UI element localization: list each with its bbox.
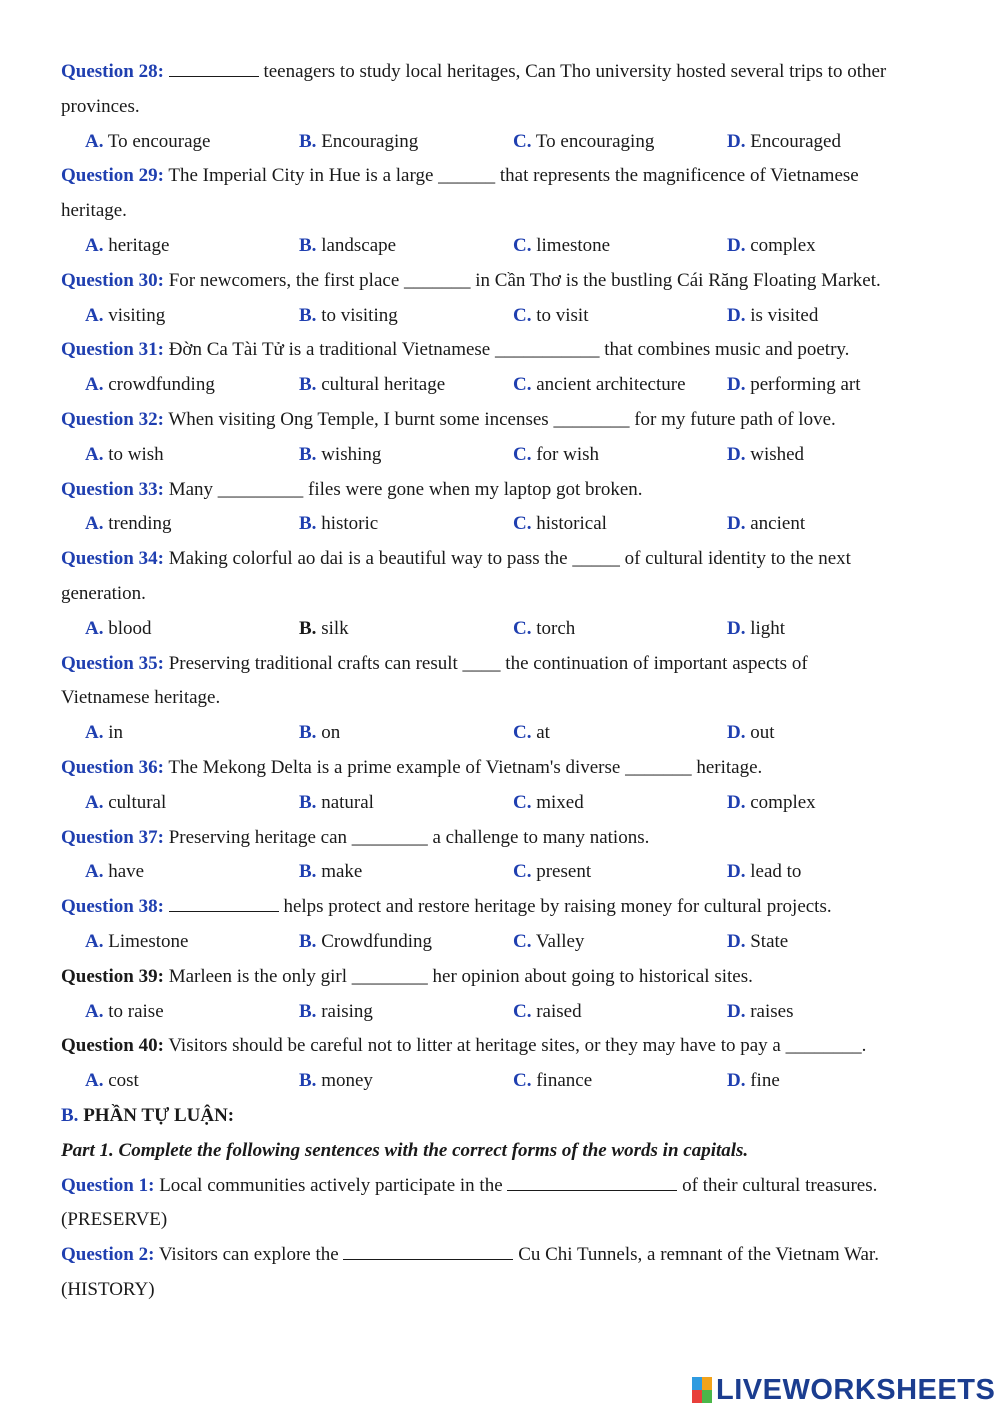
written-question-1-hint: (PRESERVE) (61, 1209, 168, 1231)
question-37-options (61, 855, 941, 890)
question-35-label: Question 35: (61, 652, 164, 674)
option-d[interactable]: D. complex (727, 234, 816, 256)
question-34-continuation: generation. (61, 582, 146, 604)
liveworksheets-logo-icon (692, 1377, 712, 1403)
question-36-options (61, 786, 941, 821)
question-38-stem: Question 38: helps protect and restore heritage by raising money for cultural projects. (61, 890, 941, 925)
option-d[interactable]: D. fine (727, 1070, 780, 1092)
question-32-label: Question 32: (61, 408, 164, 430)
question-38-options (61, 925, 941, 960)
question-29-options (61, 229, 941, 264)
liveworksheets-brand: LIVEWORKSHEETS (716, 1374, 996, 1406)
option-c[interactable]: C. Valley (513, 930, 585, 952)
question-36-stem: Question 36: The Mekong Delta is a prime example of Vietnam's diverse _______ heritage. (61, 756, 763, 778)
question-37-stem: Question 37: Preserving heritage can ________ a challenge to many nations. (61, 826, 650, 848)
question-34-options (61, 612, 941, 647)
option-c[interactable]: C. to visit (513, 304, 589, 326)
question-37-label: Question 37: (61, 826, 164, 848)
question-38-blank[interactable] (169, 891, 279, 912)
option-b[interactable]: B. money (299, 1070, 373, 1092)
option-d[interactable]: D. out (727, 722, 775, 744)
option-c[interactable]: C. torch (513, 617, 576, 639)
question-34-label: Question 34: (61, 548, 164, 570)
option-b[interactable]: B. make (299, 861, 363, 883)
question-40-label: Question 40: (61, 1035, 164, 1057)
question-35-options (61, 716, 941, 751)
question-29-label: Question 29: (61, 165, 164, 187)
option-d[interactable]: D. is visited (727, 304, 819, 326)
option-d[interactable]: D. raises (727, 1000, 794, 1022)
option-a[interactable]: A. visiting (85, 304, 166, 326)
option-d[interactable]: D. lead to (727, 861, 802, 883)
option-c[interactable]: C. finance (513, 1070, 593, 1092)
option-c[interactable]: C. at (513, 722, 550, 744)
question-31-options (61, 368, 941, 403)
question-28-options (61, 125, 941, 160)
question-28-blank[interactable] (169, 56, 259, 77)
question-28-label: Question 28: (61, 61, 164, 82)
option-a[interactable]: A. To encourage (85, 130, 211, 152)
question-32-stem: Question 32: When visiting Ong Temple, I burnt some incenses ________ for my future path of love. (61, 408, 836, 430)
question-39-stem: Question 39: Marleen is the only girl ________ her opinion about going to historical sites. (61, 965, 753, 987)
question-38-label: Question 38: (61, 896, 164, 918)
question-35-stem: Question 35: Preserving traditional crafts can result ____ the continuation of important aspects of (61, 652, 808, 674)
option-a[interactable]: A. in (85, 722, 124, 744)
question-31-label: Question 31: (61, 339, 164, 361)
question-33-label: Question 33: (61, 478, 164, 500)
option-b[interactable]: B. landscape (299, 234, 397, 256)
question-28-continuation: provinces. (61, 95, 140, 117)
option-d[interactable]: D. performing art (727, 374, 861, 396)
liveworksheets-logo[interactable] (692, 1376, 995, 1404)
option-c[interactable]: C. mixed (513, 791, 584, 813)
question-32-options (61, 438, 941, 473)
option-b[interactable]: B. cultural heritage (299, 374, 446, 396)
option-a[interactable]: A. trending (85, 513, 172, 535)
option-a[interactable]: A. cultural (85, 791, 167, 813)
option-b[interactable]: B. on (299, 722, 341, 744)
option-d[interactable]: D. Encouraged (727, 130, 841, 152)
option-a[interactable]: A. heritage (85, 234, 170, 256)
question-36-label: Question 36: (61, 756, 164, 778)
option-a[interactable]: A. blood (85, 617, 152, 639)
question-33-options (61, 507, 941, 542)
section-b-heading: B. PHẦN TỰ LUẬN: (61, 1104, 235, 1126)
option-a[interactable]: A. to raise (85, 1000, 164, 1022)
question-30-label: Question 30: (61, 269, 164, 291)
part-1-instruction: Part 1. Complete the following sentences with the correct forms of the words in capitals. (61, 1139, 749, 1161)
option-d[interactable]: D. complex (727, 791, 816, 813)
written-question-1-label: Question 1: (61, 1174, 155, 1196)
question-30-options (61, 299, 941, 334)
option-b[interactable]: B. Crowdfunding (299, 930, 433, 952)
option-b[interactable]: B. to visiting (299, 304, 398, 326)
option-b[interactable]: B. historic (299, 513, 379, 535)
option-c[interactable]: C. limestone (513, 234, 611, 256)
option-b[interactable]: B. raising (299, 1000, 373, 1022)
written-question-2-blank[interactable] (343, 1239, 513, 1260)
option-d[interactable]: D. wished (727, 443, 805, 465)
option-c[interactable]: C. historical (513, 513, 607, 535)
question-39-label: Question 39: (61, 965, 164, 987)
option-b[interactable]: B. wishing (299, 443, 382, 465)
question-31-stem: Question 31: Đờn Ca Tài Tử is a traditional Vietnamese ___________ that combines music and poetry. (61, 339, 850, 361)
option-c[interactable]: C. present (513, 861, 592, 883)
option-c[interactable]: C. To encouraging (513, 130, 655, 152)
question-40-stem: Question 40: Visitors should be careful not to litter at heritage sites, or they may have to pay a ________. (61, 1035, 867, 1057)
written-question-1-blank[interactable] (507, 1170, 677, 1191)
worksheet (61, 55, 941, 1308)
option-d[interactable]: D. ancient (727, 513, 806, 535)
question-40-options (61, 1064, 941, 1099)
option-b[interactable]: B. Encouraging (299, 130, 419, 152)
question-33-stem: Question 33: Many _________ files were gone when my laptop got broken. (61, 478, 643, 500)
option-a[interactable]: A. have (85, 861, 145, 883)
option-c[interactable]: C. raised (513, 1000, 582, 1022)
written-question-1-stem: Question 1: Local communities actively participate in the of their cultural treasures. (61, 1169, 941, 1204)
written-question-2-label: Question 2: (61, 1244, 155, 1266)
option-a[interactable]: A. to wish (85, 443, 164, 465)
option-c[interactable]: C. for wish (513, 443, 600, 465)
question-29-stem: Question 29: The Imperial City in Hue is a large ______ that represents the magnificence of Vietnamese (61, 165, 859, 187)
question-30-stem: Question 30: For newcomers, the first place _______ in Cần Thơ is the bustling Cái Răng Floating Market. (61, 269, 881, 291)
question-29-continuation: heritage. (61, 200, 127, 222)
question-28-stem: Question 28: teenagers to study local heritages, Can Tho university hosted several trips to other (61, 55, 941, 90)
question-34-stem: Question 34: Making colorful ao dai is a beautiful way to pass the _____ of cultural identity to the next (61, 548, 851, 570)
option-a[interactable]: A. cost (85, 1070, 139, 1092)
option-d[interactable]: D. light (727, 617, 786, 639)
option-a[interactable]: A. crowdfunding (85, 374, 215, 396)
option-a[interactable]: A. Limestone (85, 930, 189, 952)
option-c[interactable]: C. ancient architecture (513, 374, 686, 396)
option-b[interactable]: B. silk (299, 617, 349, 639)
written-question-2-hint: (HISTORY) (61, 1278, 155, 1300)
question-35-continuation: Vietnamese heritage. (61, 687, 221, 709)
question-39-options (61, 995, 941, 1030)
option-b[interactable]: B. natural (299, 791, 374, 813)
option-d[interactable]: D. State (727, 930, 789, 952)
written-question-2-stem: Question 2: Visitors can explore the Cu Chi Tunnels, a remnant of the Vietnam War. (61, 1238, 941, 1273)
